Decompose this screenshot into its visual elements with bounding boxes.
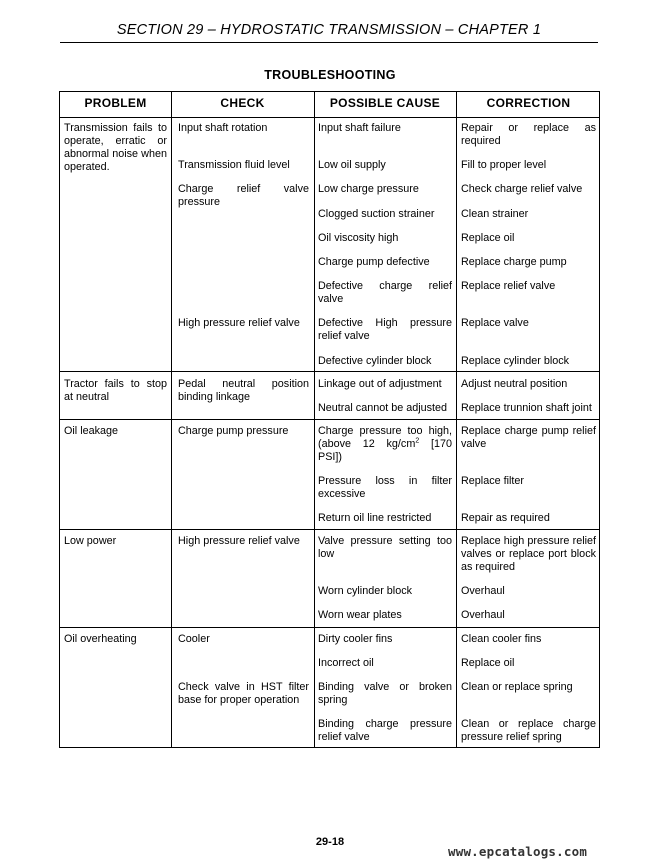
cause-cell: Oil viscosity high [318, 232, 399, 244]
page-number: 29-18 [315, 836, 345, 848]
correction-cell: Clean or replace charge pressure relief spring [461, 718, 596, 743]
correction-cell: Overhaul [461, 609, 505, 621]
correction-cell: Replace high pressure relief valves or replace port block as required [461, 535, 596, 573]
cause-cell: Dirty cooler fins [318, 633, 393, 645]
cause-cell: Low oil supply [318, 159, 386, 171]
row-divider [60, 627, 599, 628]
cause-cell: Valve pressure setting too low [318, 535, 452, 560]
correction-cell: Replace oil [461, 657, 515, 669]
row-divider [60, 529, 599, 530]
correction-cell: Replace oil [461, 232, 515, 244]
cause-cell: Low charge pressure [318, 183, 419, 195]
cause-cell: Pressure loss in filter excessive [318, 475, 452, 500]
correction-cell: Repair as required [461, 512, 550, 524]
row-divider [60, 371, 599, 372]
col-header-cause: POSSIBLE CAUSE [329, 96, 441, 110]
row-divider [60, 419, 599, 420]
section-header: SECTION 29 – HYDROSTATIC TRANSMISSION – CHAPTER 1 [116, 22, 542, 38]
cause-cell: Binding charge pressure relief valve [318, 718, 452, 743]
cause-text: [170 PSI]) [318, 438, 452, 463]
cause-cell: Input shaft failure [318, 122, 401, 134]
correction-cell: Overhaul [461, 585, 505, 597]
correction-cell: Replace charge pump relief valve [461, 425, 596, 450]
cause-cell [318, 425, 452, 464]
check-cell: Cooler [178, 633, 210, 645]
header-divider [60, 117, 599, 118]
correction-cell: Check charge relief valve [461, 183, 583, 195]
cause-cell: Defective cylinder block [318, 355, 432, 367]
check-cell: Charge pump pressure [178, 425, 289, 437]
problem-cell: Transmission fails to operate, erratic or abnormal noise when operated. [64, 122, 167, 173]
correction-cell: Replace charge pump [461, 256, 567, 268]
cause-cell: Worn cylinder block [318, 585, 413, 597]
col-header-correction: CORRECTION [486, 96, 571, 110]
correction-cell: Adjust neutral position [461, 378, 568, 390]
header-rule [60, 42, 598, 43]
cause-cell: Defective High pressure relief valve [318, 317, 452, 342]
cause-cell: Clogged suction strainer [318, 208, 435, 220]
cause-cell: Binding valve or broken spring [318, 681, 452, 706]
cause-cell: Worn wear plates [318, 609, 402, 621]
superscript-2: 2 [415, 437, 420, 445]
correction-cell: Replace cylinder block [461, 355, 570, 367]
check-cell: Transmission fluid level [178, 159, 290, 171]
col-header-check: CHECK [220, 96, 265, 110]
check-cell: Charge relief valve pressure [178, 183, 309, 208]
correction-cell: Replace valve [461, 317, 529, 329]
cause-text: Charge pressure too high, (above 12 kg/cm [318, 425, 452, 450]
check-cell: High pressure relief valve [178, 535, 300, 547]
check-cell: High pressure relief valve [178, 317, 300, 329]
check-cell: Check valve in HST filter base for proper operation [178, 681, 309, 706]
problem-cell: Tractor fails to stop at neutral [64, 378, 167, 403]
correction-cell: Replace trunnion shaft joint [461, 402, 592, 414]
cause-cell: Linkage out of adjustment [318, 378, 442, 390]
cause-cell: Return oil line restricted [318, 512, 432, 524]
cause-cell: Charge pump defective [318, 256, 430, 268]
problem-cell: Low power [64, 535, 117, 547]
cause-cell: Neutral cannot be adjusted [318, 402, 448, 414]
table-title: TROUBLESHOOTING [264, 68, 396, 82]
cause-cell: Incorrect oil [318, 657, 374, 669]
correction-cell: Replace filter [461, 475, 525, 487]
check-cell: Input shaft rotation [178, 122, 268, 134]
correction-cell: Clean or replace spring [461, 681, 573, 693]
cause-cell: Defective charge relief valve [318, 280, 452, 305]
problem-cell: Oil leakage [64, 425, 119, 437]
problem-cell: Oil overheating [64, 633, 137, 645]
col-header-problem: PROBLEM [84, 96, 147, 110]
check-cell: Pedal neutral position binding linkage [178, 378, 309, 403]
correction-cell: Repair or replace as required [461, 122, 596, 147]
correction-cell: Clean cooler fins [461, 633, 542, 645]
troubleshooting-table [59, 91, 600, 748]
watermark: www.epcatalogs.com [448, 844, 588, 859]
correction-cell: Clean strainer [461, 208, 529, 220]
correction-cell: Replace relief valve [461, 280, 556, 292]
correction-cell: Fill to proper level [461, 159, 547, 171]
